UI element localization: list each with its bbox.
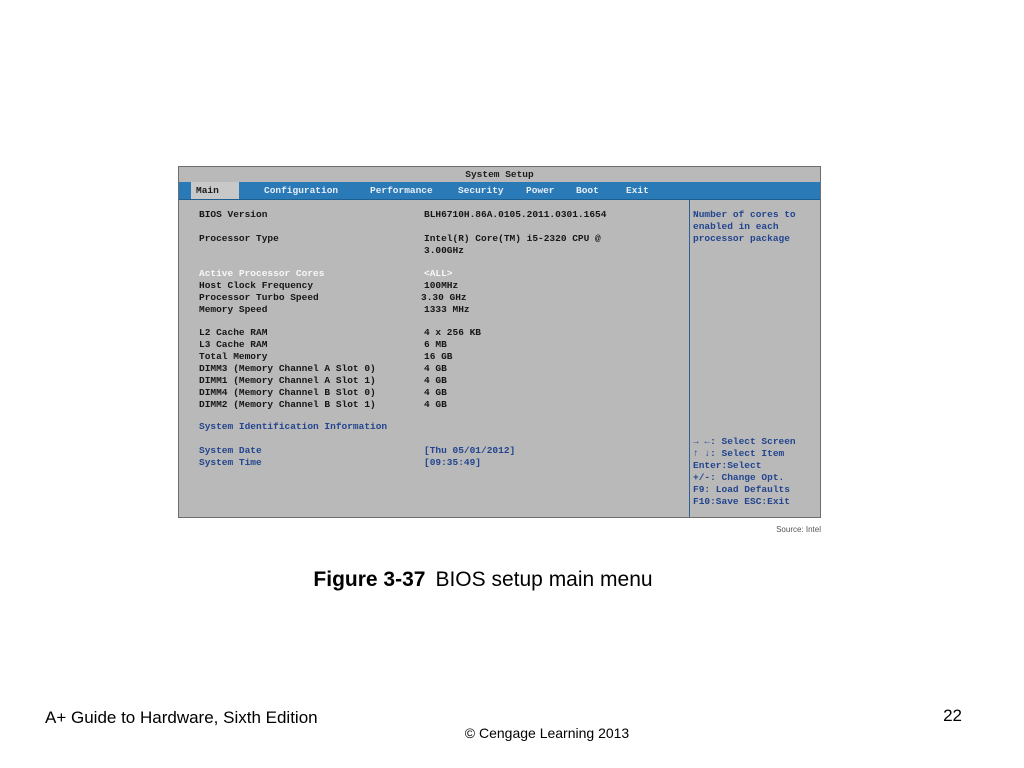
system-date-value[interactable]: [Thu 05/01/2012] [424,445,516,456]
processor-type-value: Intel(R) Core(TM) i5-2320 CPU @ [424,233,601,244]
tab-main[interactable]: Main [191,182,239,199]
dimm4-value: 4 GB [424,387,447,398]
footer-copyright: © Cengage Learning 2013 [464,725,630,741]
turbo-speed-label: Processor Turbo Speed [199,292,319,303]
help-line: enabled in each [693,221,779,232]
dimm2-value: 4 GB [424,399,447,410]
bios-main-panel [179,200,689,517]
total-memory-label: Total Memory [199,351,268,362]
tab-boot[interactable]: Boot [576,185,599,196]
bios-help-panel [690,200,820,517]
source-credit: Source: Intel [776,525,821,534]
turbo-speed-value: 3.30 GHz [421,292,467,303]
help-line: Number of cores to [693,209,796,220]
system-id-label[interactable]: System Identification Information [199,421,388,432]
help-description [693,209,796,245]
tab-performance[interactable]: Performance [370,185,433,196]
active-cores-value[interactable]: <ALL> [424,268,453,279]
help-line: processor package [693,233,790,244]
bios-setup-screen [178,166,821,518]
total-memory-value: 16 GB [424,351,453,362]
help-keys [693,436,796,508]
page-number: 22 [943,706,962,725]
dimm4-label: DIMM4 (Memory Channel B Slot 0) [199,387,376,398]
footer-book-title: A+ Guide to Hardware, Sixth Edition [45,708,318,727]
help-key-line: → ←: Select Screen [693,436,796,447]
host-clock-label: Host Clock Frequency [199,280,314,291]
l3-cache-label: L3 Cache RAM [199,339,268,350]
bios-title: System Setup [179,167,820,182]
tab-configuration[interactable]: Configuration [264,185,339,196]
host-clock-value: 100MHz [424,280,459,291]
dimm1-label: DIMM1 (Memory Channel A Slot 1) [199,375,376,386]
figure-number: Figure 3-37 [313,568,426,591]
help-key-line: ↑ ↓: Select Item [693,448,785,459]
dimm3-label: DIMM3 (Memory Channel A Slot 0) [199,363,376,374]
bios-menu-bar [179,182,820,200]
l3-cache-value: 6 MB [424,339,447,350]
help-key-line: Enter:Select [693,460,762,471]
bios-version-value: BLH6710H.86A.0105.2011.0301.1654 [424,209,607,220]
l2-cache-value: 4 x 256 KB [424,327,482,338]
memory-speed-label: Memory Speed [199,304,268,315]
system-time-value[interactable]: [09:35:49] [424,457,482,468]
figure-text: BIOS setup main menu [435,568,653,591]
bios-version-label: BIOS Version [199,209,268,220]
dimm1-value: 4 GB [424,375,447,386]
system-time-label: System Time [199,457,262,468]
system-date-label: System Date [199,445,262,456]
tab-power[interactable]: Power [526,185,555,196]
help-key-line: +/-: Change Opt. [693,472,785,483]
tab-exit[interactable]: Exit [626,185,649,196]
help-key-line: F10:Save ESC:Exit [693,496,790,507]
processor-type-label: Processor Type [199,233,279,244]
memory-speed-value: 1333 MHz [424,304,470,315]
active-cores-label[interactable]: Active Processor Cores [199,268,325,279]
figure-caption [0,568,966,592]
l2-cache-label: L2 Cache RAM [199,327,268,338]
help-key-line: F9: Load Defaults [693,484,790,495]
dimm2-label: DIMM2 (Memory Channel B Slot 1) [199,399,376,410]
tab-security[interactable]: Security [458,185,504,196]
dimm3-value: 4 GB [424,363,447,374]
processor-type-value-2: 3.00GHz [424,245,464,256]
